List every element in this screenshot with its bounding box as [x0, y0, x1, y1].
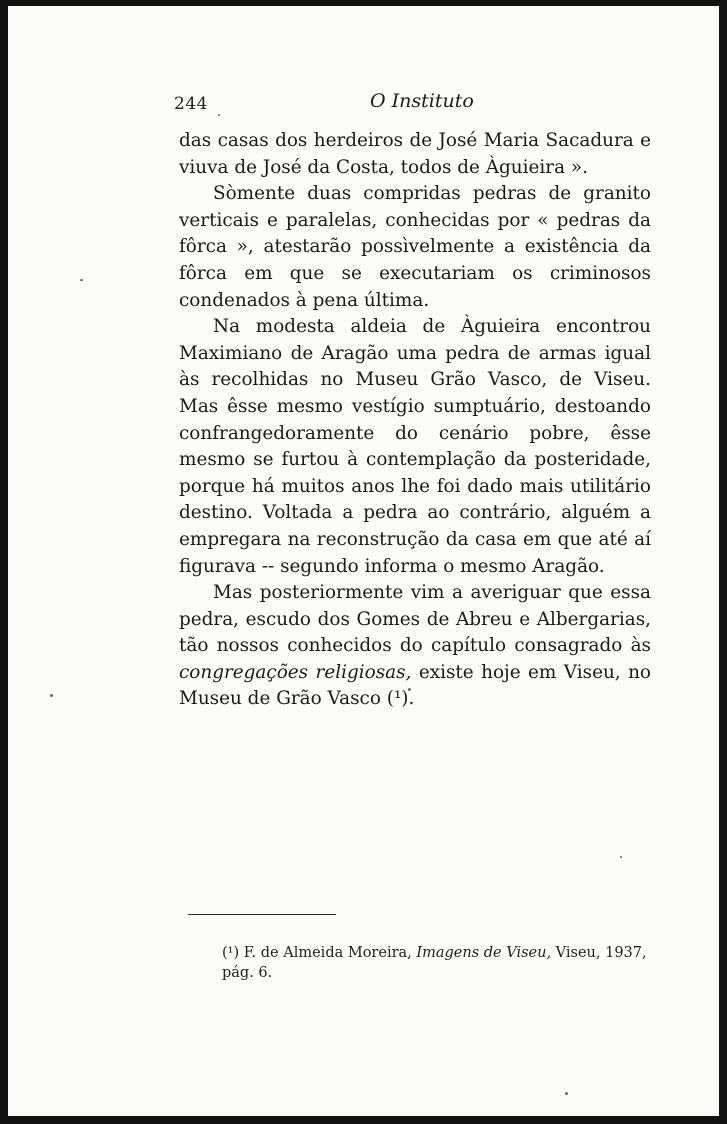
paragraph-1: das casas dos herdeiros de José Maria Sacadura e viuva de José da Costa, todos de Àguieira ».: [179, 130, 651, 178]
page-number: 244: [174, 94, 208, 114]
running-title: O Instituto: [370, 90, 474, 112]
paper-speck: [565, 1092, 568, 1095]
footnote-marker: (¹): [222, 945, 240, 961]
paragraph-4: [179, 580, 651, 713]
footnote-details: Viseu, 1937, pág. 6.: [222, 945, 647, 981]
paragraph-2: Sòmente duas compridas pedras de granito verticais e paralelas, conhecidas por « pedras da fôrca », atestarão possìvelmente a existência da fôrca em que se executariam os criminosos condenados à pena última.: [179, 183, 651, 311]
book-page: [8, 6, 719, 1116]
paragraph-3: Na modesta aldeia de Àguieira encontrou Maximiano de Aragão uma pedra de armas igual às recolhidas no Museu Grão Vasco, de Viseu. Mas êsse mesmo vestígio sumptuário, destoando confrangedoramente do cenário pobre, êsse mesmo se furtou à contemplação da posteridade, porque há muitos anos lhe foi dado mais utilitário destino. Voltada a pedra ao contrário, alguém a empregara na reconstrução da casa em que até aí figurava -- segundo informa o mesmo Aragão.: [179, 316, 651, 577]
paper-speck: [620, 856, 622, 858]
footnote-divider: [188, 914, 336, 915]
paragraph-4-end: existe hoje em Viseu, no Museu de Grão Vasco (¹).: [179, 661, 652, 710]
paper-speck: [80, 279, 83, 281]
footnote-title: Imagens de Viseu,: [416, 945, 552, 961]
paragraph-4-start: Mas posteriormente vim a averiguar que essa pedra, escudo dos Gomes de Abreu e Albergarias, tão nossos conhecidos do capítulo consagrado às: [179, 582, 651, 657]
paragraph-4-italic: congregações religiosas,: [179, 661, 412, 683]
page-header: [174, 88, 652, 118]
body-text: [179, 128, 651, 713]
footnote: [222, 943, 662, 983]
paper-speck: [50, 694, 53, 697]
footnote-author: F. de Almeida Moreira,: [243, 945, 412, 961]
